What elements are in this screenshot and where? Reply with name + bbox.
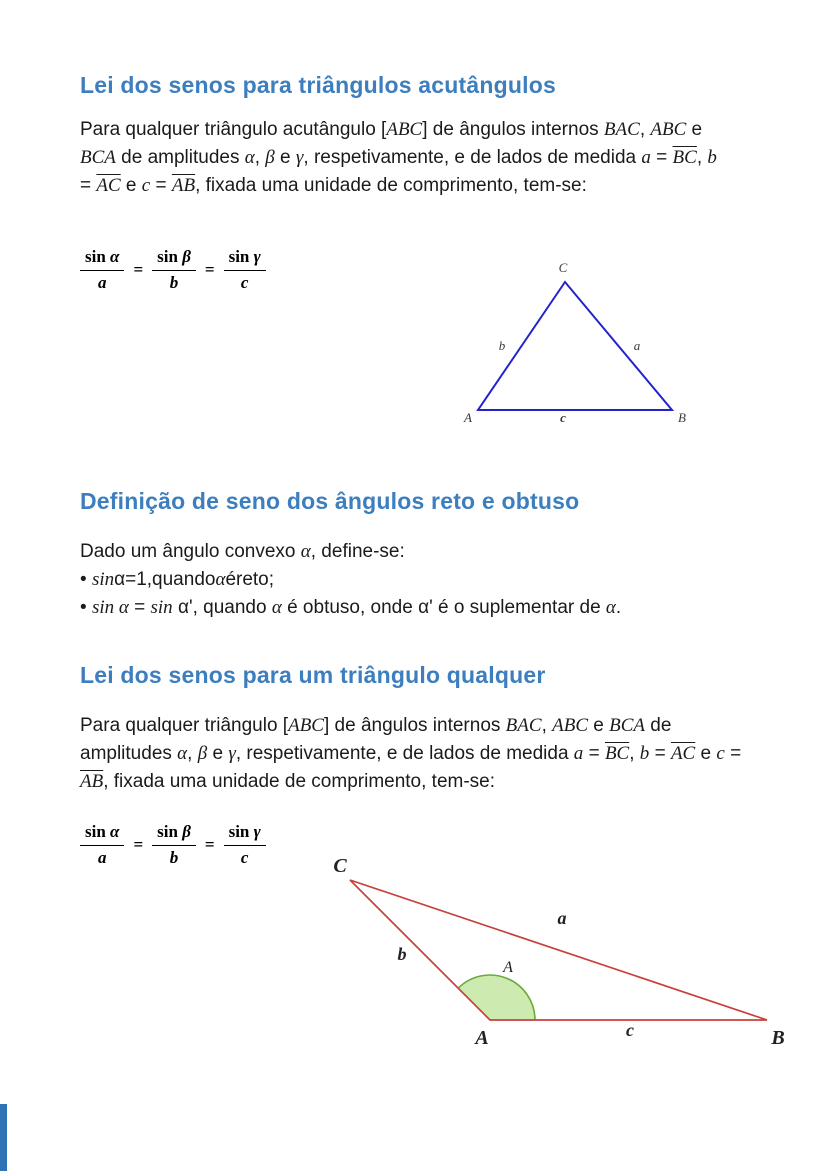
fraction-sin-beta	[152, 822, 196, 868]
sin-label: sin	[157, 247, 178, 266]
equals-sign: =	[133, 835, 144, 854]
fraction-sin-gamma	[224, 247, 266, 293]
side-c-label: c	[560, 410, 566, 425]
page-accent-bar	[0, 1104, 7, 1171]
section1-paragraph: Para qualquer triângulo acutângulo [ABC] de ângulos internos BAC, ABC e BCA de amplitudes α, β e γ, respetivamente, e de lados de medida $a = \overline{BC}$, $b = \overline{AC}$ e $c = \overline{AB}$, fixada uma unidade de comprimento, tem-se:	[80, 119, 717, 196]
section2-intro: Dado um ângulo convexo α, define-se:	[80, 541, 405, 562]
denominator-c: c	[224, 270, 266, 293]
denominator-a: a	[80, 270, 124, 293]
gamma-symbol: γ	[253, 247, 261, 266]
law-of-sines-formula-2	[80, 822, 266, 868]
fraction-sin-alpha	[80, 247, 124, 293]
vertex-a-label: A	[475, 1027, 489, 1049]
beta-symbol: β	[182, 822, 191, 841]
sin-label: sin	[85, 822, 106, 841]
angle-a-shaded-region	[458, 975, 535, 1020]
side-b-label: b	[397, 944, 407, 964]
section3-title: Lei dos senos para um triângulo qualquer	[80, 662, 546, 688]
vertex-c-label: C	[333, 855, 347, 877]
equals-sign: =	[204, 835, 215, 854]
side-a-label: a	[557, 908, 567, 928]
fraction-sin-beta	[152, 247, 196, 293]
equals-sign: =	[204, 260, 215, 279]
vertex-b-label: B	[678, 410, 686, 425]
sin-label: sin	[157, 822, 178, 841]
acute-triangle-figure	[450, 252, 700, 437]
beta-symbol: β	[182, 247, 191, 266]
side-a-label: a	[633, 338, 641, 353]
vertex-b-label: B	[771, 1027, 785, 1049]
vertex-a-label: A	[464, 410, 472, 425]
section3-paragraph: Para qualquer triângulo [ABC] de ângulos internos BAC, ABC e BCA de amplitudes α, β e γ, respetivamente, e de lados de medida $a = \overline{BC}$, $b = \overline{AC}$ e $c = \overline{AB}$, fixada uma unidade de comprimento, tem-se:	[80, 715, 742, 792]
sin-label: sin	[228, 247, 250, 266]
denominator-b: b	[152, 845, 196, 868]
denominator-c: c	[224, 845, 266, 868]
side-b-label: b	[498, 338, 506, 353]
gamma-symbol: γ	[253, 822, 261, 841]
equals-sign: =	[133, 260, 144, 279]
denominator-a: a	[80, 845, 124, 868]
vertex-c-label: C	[558, 260, 568, 275]
alpha-symbol: α	[110, 822, 120, 841]
angle-a-label: A	[503, 959, 513, 976]
section2-title: Definição de seno dos ângulos reto e obtuso	[80, 488, 580, 514]
acute-triangle-outline	[478, 282, 672, 410]
fraction-sin-alpha	[80, 822, 124, 868]
section1-title: Lei dos senos para triângulos acutângulos	[80, 72, 556, 98]
alpha-symbol: α	[110, 247, 120, 266]
fraction-sin-gamma	[224, 822, 266, 868]
law-of-sines-formula-1	[80, 247, 266, 293]
obtuse-triangle-outline	[350, 880, 767, 1020]
sin-label: sin	[228, 822, 250, 841]
section2-bullet-2: • sin α = sin α', quando α é obtuso, onde α' é o suplementar de α.	[80, 597, 622, 618]
section2-bullet-1: • sinα=1,quandoαéreto;	[80, 569, 275, 590]
denominator-b: b	[152, 270, 196, 293]
sin-label: sin	[85, 247, 106, 266]
obtuse-triangle-figure	[330, 852, 800, 1052]
side-c-label: c	[626, 1020, 634, 1040]
